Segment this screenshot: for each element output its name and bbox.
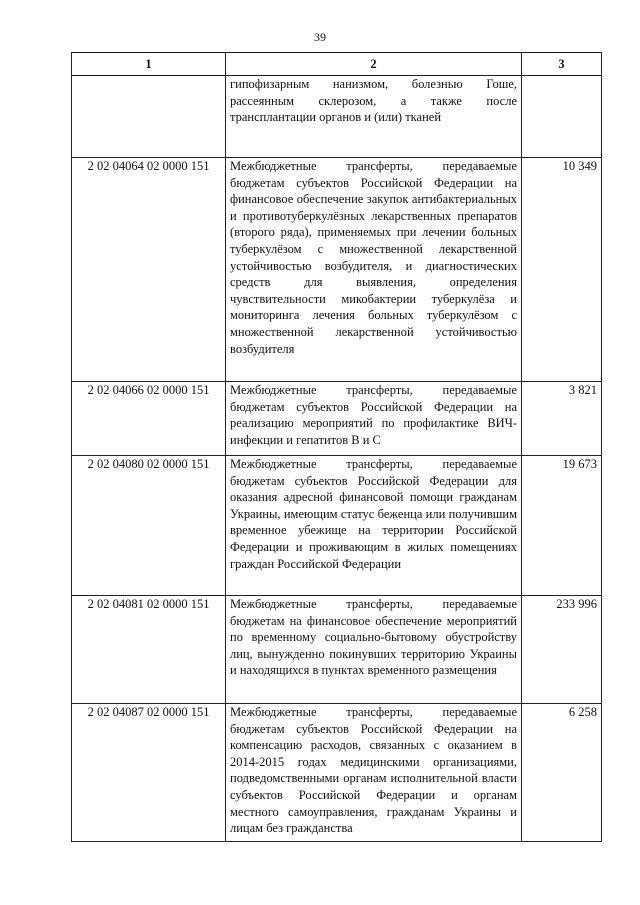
row-amount xyxy=(522,76,602,158)
table-row xyxy=(72,158,602,382)
table-header-row xyxy=(72,53,602,76)
table-row xyxy=(72,382,602,456)
row-description: Межбюджетные трансферты, передаваемые бюджетам субъектов Российской Федерации на компенсацию расходов, связанных с оказанием в 2014-2015 годах медицинскими организациями, подведомственными органам исполнительной власти субъектов Российской Федерации и органам местного самоуправления, гражданам Украины и лицам без гражданства xyxy=(226,704,522,842)
table-row xyxy=(72,596,602,704)
row-description: Межбюджетные трансферты, передаваемые бюджетам на финансовое обеспечение мероприятий по временному социально-бытовому обустройству лиц, вынужденно покинувших территорию Украины и находящихся в пунктах временного размещения xyxy=(226,596,522,704)
column-header-2: 2 xyxy=(226,53,522,76)
row-description: Межбюджетные трансферты, передаваемые бюджетам субъектов Российской Федерации для оказания адресной финансовой помощи гражданам Украины, имеющим статус беженца или получившим временное убежище на территории Российской Федерации и проживающим в жилых помещениях граждан Российской Федерации xyxy=(226,456,522,596)
row-code: 2 02 04087 02 0000 151 xyxy=(72,704,226,842)
row-code: 2 02 04064 02 0000 151 xyxy=(72,158,226,382)
column-header-1: 1 xyxy=(72,53,226,76)
page-number: 39 xyxy=(314,30,326,44)
table-row xyxy=(72,704,602,842)
row-code: 2 02 04066 02 0000 151 xyxy=(72,382,226,456)
row-amount: 19 673 xyxy=(522,456,602,596)
row-amount: 3 821 xyxy=(522,382,602,456)
row-description: Межбюджетные трансферты, передаваемые бюджетам субъектов Российской Федерации на реализацию мероприятий по профилактике ВИЧ-инфекции и гепатитов В и С xyxy=(226,382,522,456)
row-amount: 6 258 xyxy=(522,704,602,842)
table-row xyxy=(72,76,602,158)
row-code: 2 02 04080 02 0000 151 xyxy=(72,456,226,596)
row-code xyxy=(72,76,226,158)
row-amount: 10 349 xyxy=(522,158,602,382)
column-header-3: 3 xyxy=(522,53,602,76)
table-row xyxy=(72,456,602,596)
budget-revenue-table xyxy=(71,52,602,842)
row-description: гипофизарным нанизмом, болезнью Гоше, рассеянным склерозом, а также после трансплантации органов и (или) тканей xyxy=(226,76,522,158)
row-code: 2 02 04081 02 0000 151 xyxy=(72,596,226,704)
row-description: Межбюджетные трансферты, передаваемые бюджетам субъектов Российской Федерации на финансовое обеспечение закупок антибактериальных и противотуберкулёзных лекарственных препаратов (второго ряда), применяемых при лечении больных туберкулёзом с множественной лекарственной устойчивостью возбудителя, и диагностических средств для выявления, определения чувствительности микобактерии туберкулёза и мониторинга лечения больных туберкулёзом с множественной лекарственной устойчивостью возбудителя xyxy=(226,158,522,382)
row-amount: 233 996 xyxy=(522,596,602,704)
